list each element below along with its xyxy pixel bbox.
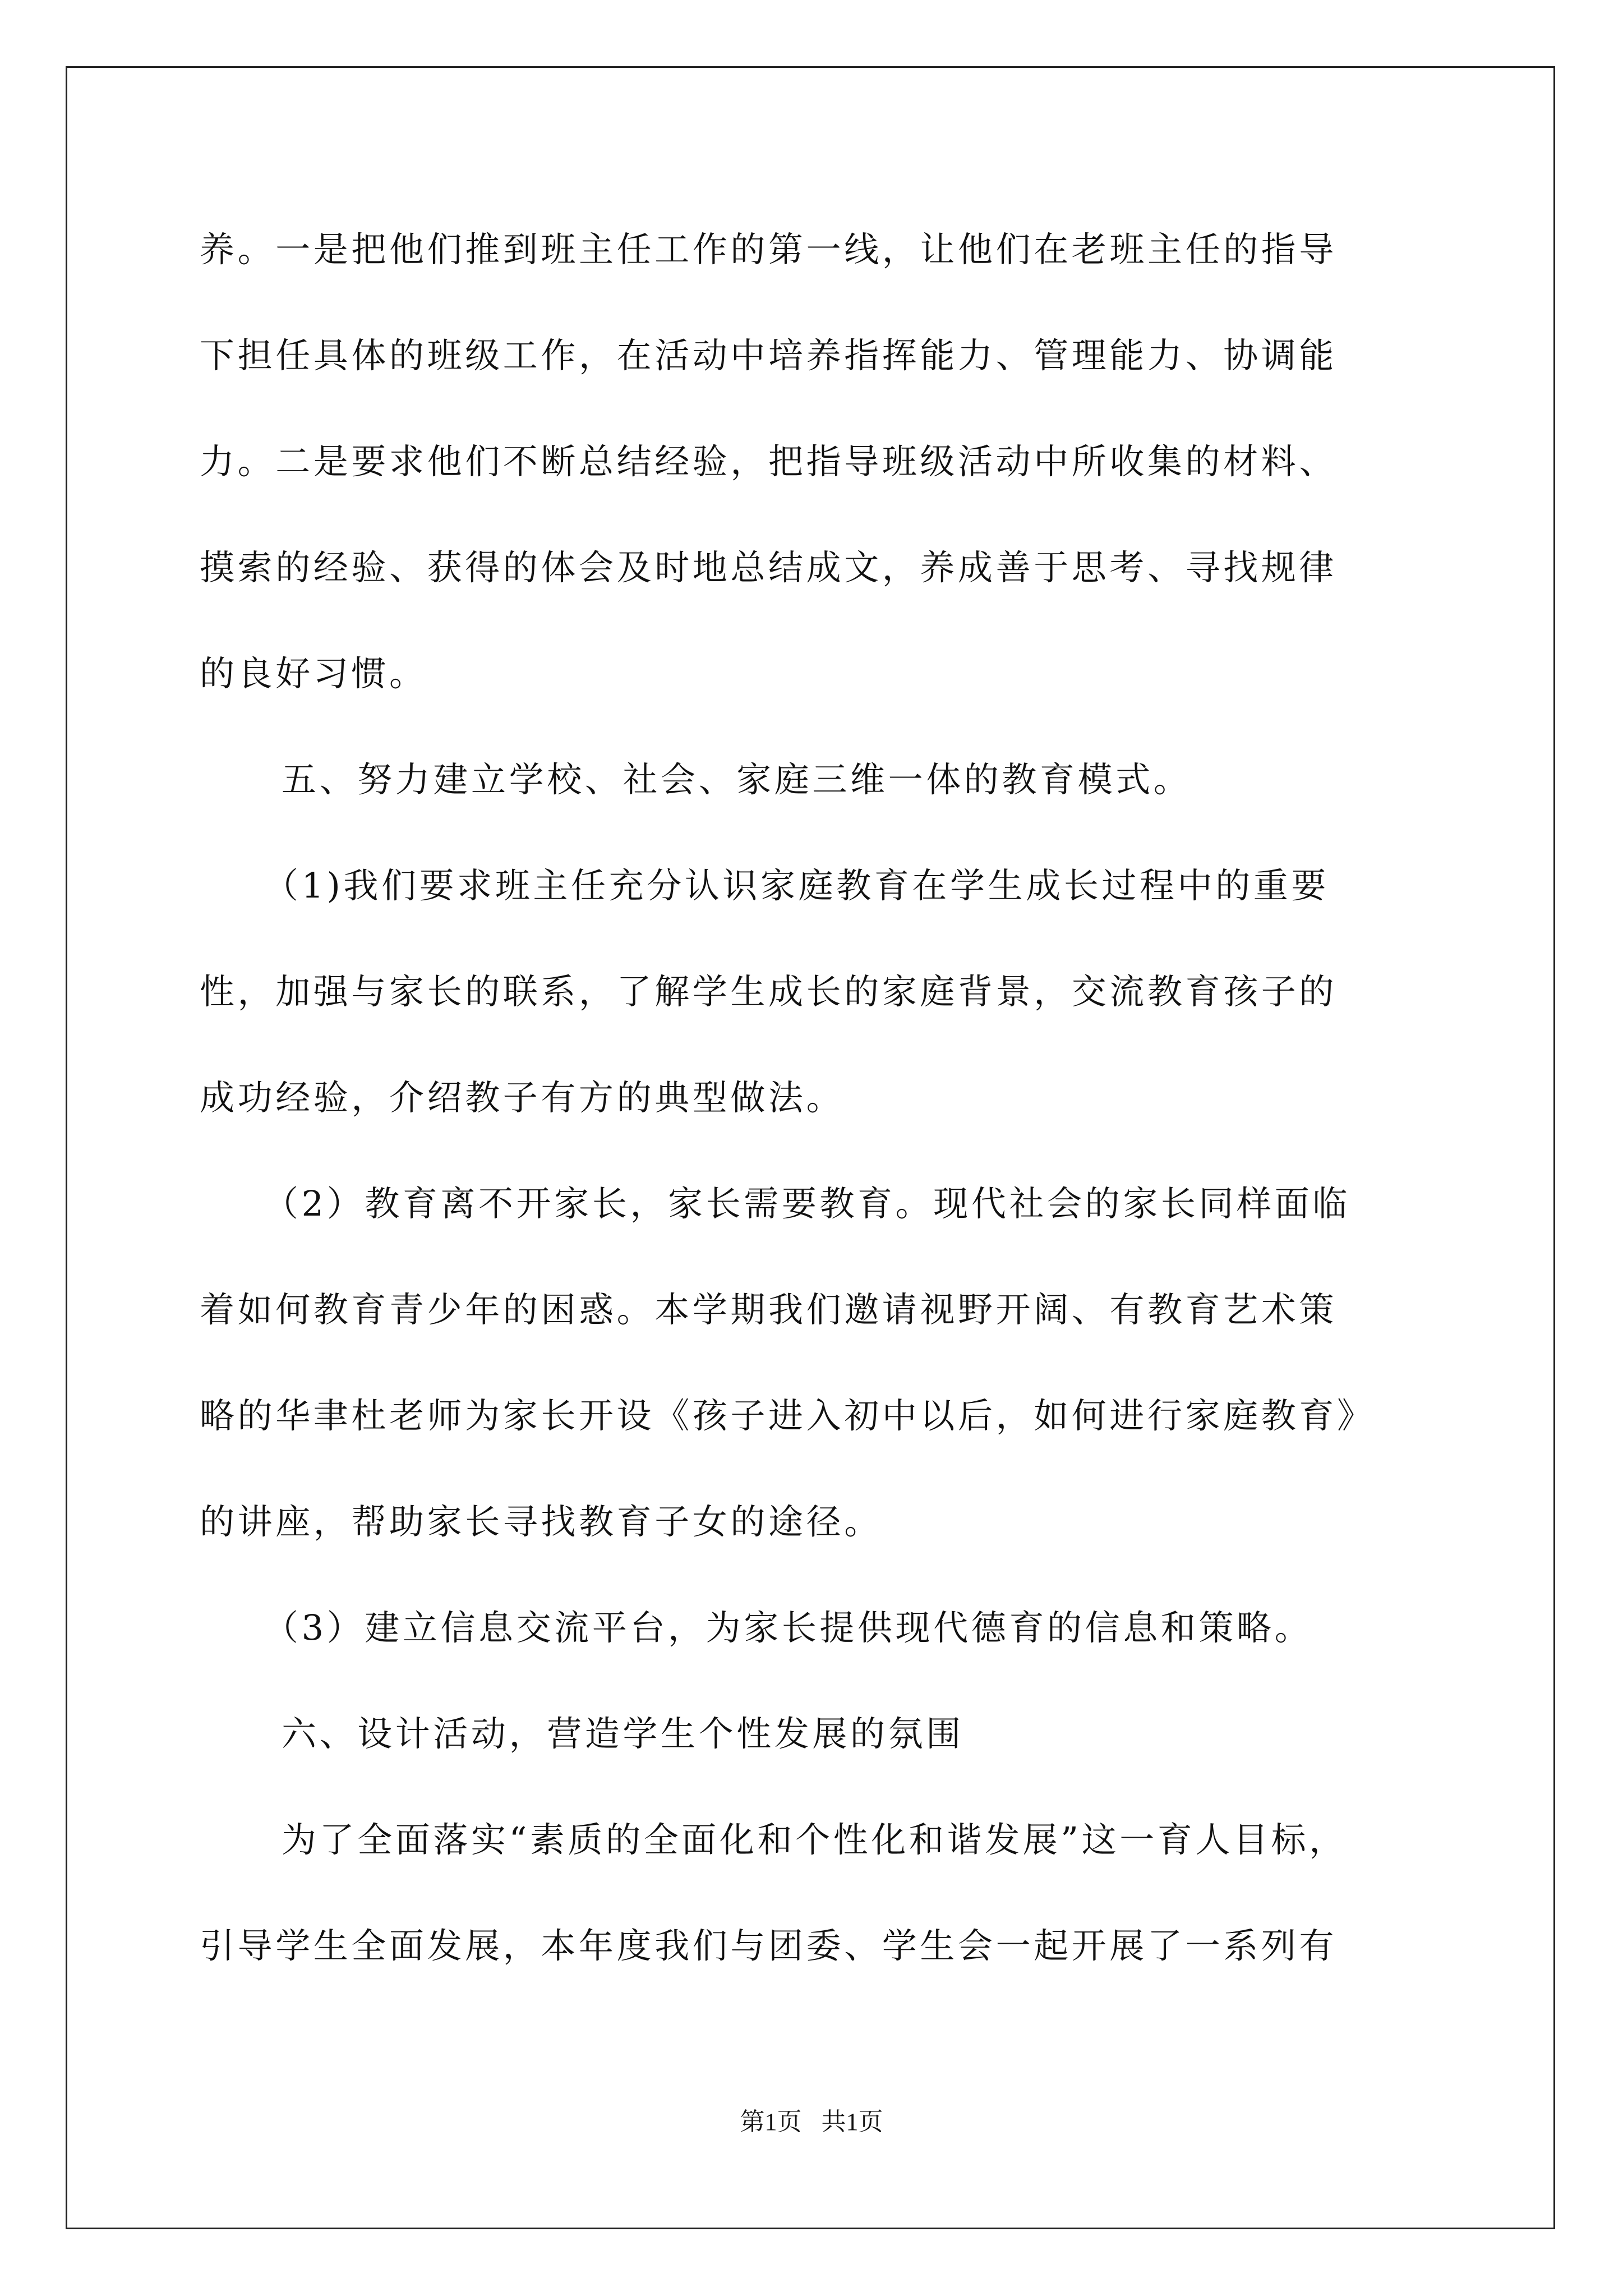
text-line-3: 力。二是要求他们不断总结经验，把指导班级活动中所收集的材料、 xyxy=(200,441,1338,482)
text-line-8: 性，加强与家长的联系，了解学生成长的家庭背景，交流教育孩子的 xyxy=(200,971,1338,1012)
text-line-12: 略的华聿杜老师为家长开设《孩子进入初中以后，如何进行家庭教育》 xyxy=(200,1395,1375,1436)
section-heading-6: 六、设计活动，营造学生个性发展的氛围 xyxy=(282,1713,964,1754)
text-line-10: （2）教育离不开家长，家长需要教育。现代社会的家长同样面临 xyxy=(264,1183,1350,1224)
page-footer xyxy=(0,2106,1623,2138)
text-line-2: 下担任具体的班级工作，在活动中培养指挥能力、管理能力、协调能 xyxy=(200,335,1338,376)
text-line-14: （3）建立信息交流平台，为家长提供现代德育的信息和策略。 xyxy=(264,1607,1313,1648)
page-number-current: 第1页 xyxy=(740,2108,802,2136)
text-line-11: 着如何教育青少年的困惑。本学期我们邀请视野开阔、有教育艺术策 xyxy=(200,1289,1338,1330)
text-line-7: （1)我们要求班主任充分认识家庭教育在学生成长过程中的重要 xyxy=(264,865,1330,906)
text-line-4: 摸索的经验、获得的体会及时地总结成文，养成善于思考、寻找规律 xyxy=(200,547,1338,588)
text-line-9: 成功经验，介绍教子有方的典型做法。 xyxy=(200,1077,845,1118)
text-line-16: 为了全面落实“素质的全面化和个性化和谐发展”这一育人目标， xyxy=(282,1819,1347,1860)
section-heading-5: 五、努力建立学校、社会、家庭三维一体的教育模式。 xyxy=(282,759,1192,800)
page-border xyxy=(66,66,1555,2229)
text-line-5: 的良好习惯。 xyxy=(200,653,427,694)
text-line-17: 引导学生全面发展，本年度我们与团委、学生会一起开展了一系列有 xyxy=(200,1925,1338,1966)
text-line-13: 的讲座，帮助家长寻找教育子女的途径。 xyxy=(200,1501,882,1542)
text-line-1: 养。一是把他们推到班主任工作的第一线，让他们在老班主任的指导 xyxy=(200,229,1338,270)
page-number-total: 共1页 xyxy=(821,2108,883,2136)
